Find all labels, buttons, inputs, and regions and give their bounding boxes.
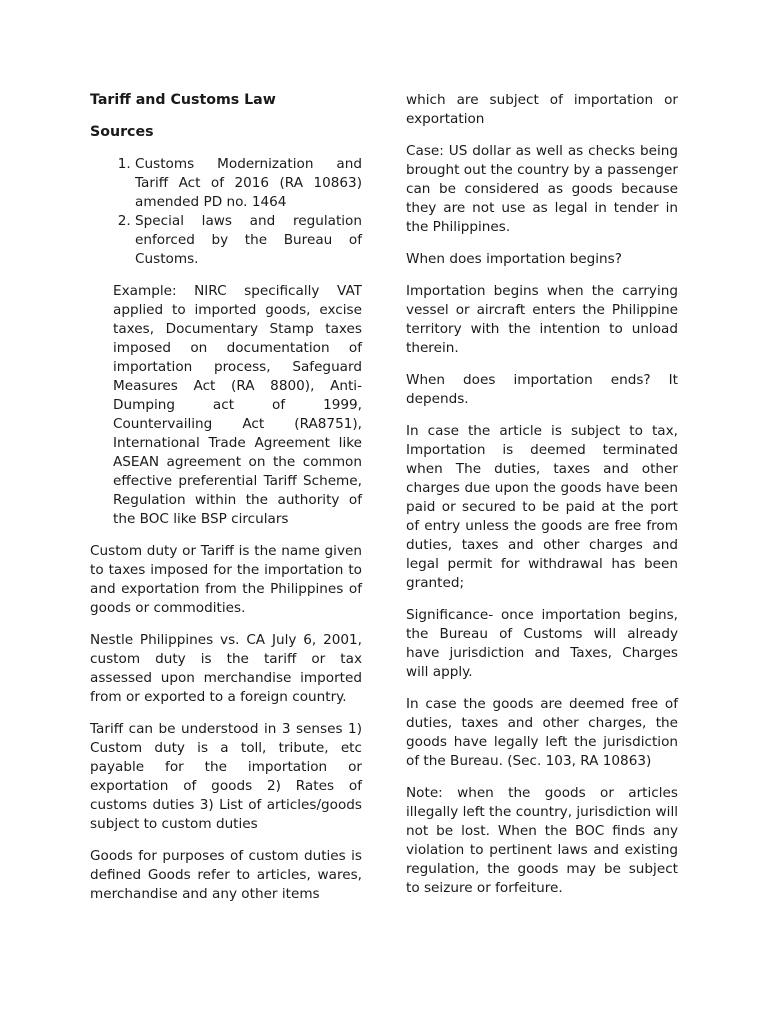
paragraph: Custom duty or Tariff is the name given to taxes imposed for the importation to and exportation from the Philippines of goods or commodities.	[90, 543, 362, 616]
paragraph: which are subject of importation or exportation	[406, 92, 678, 127]
sources-list	[90, 155, 362, 269]
list-item: 2. Special laws and regulation enforced by the Bureau of Customs.	[135, 212, 362, 269]
paragraph: In case the article is subject to tax, Importation is deemed terminated when The duties, taxes and other charges due upon the goods have been paid or secured to be paid at the port of entry unless the goods are free from duties, taxes and other charges and legal permit for withdrawal has been granted;	[406, 423, 678, 591]
paragraph: Tariff can be understood in 3 senses 1) Custom duty is a toll, tribute, etc payable for the importation or exportation of goods 2) Rates of customs duties 3) List of articles/goods subject to custom duties	[90, 721, 362, 832]
paragraph: Case: US dollar as well as checks being brought out the country by a passenger can be considered as goods because they are not use as legal in tender in the Philippines.	[406, 143, 678, 235]
paragraph: Nestle Philippines vs. CA July 6, 2001, custom duty is the tariff or tax assessed upon merchandise imported from or exported to a foreign country.	[90, 632, 362, 705]
paragraph: In case the goods are deemed free of duties, taxes and other charges, the goods have legally left the jurisdiction of the Bureau. (Sec. 103, RA 10863)	[406, 696, 678, 769]
paragraph: Significance- once importation begins, the Bureau of Customs will already have jurisdiction and Taxes, Charges will apply.	[406, 607, 678, 680]
paragraph: When does importation begins?	[406, 251, 622, 267]
sources-heading: Sources	[90, 124, 154, 140]
right-column	[406, 91, 678, 911]
paragraph: When does importation ends? It depends.	[406, 372, 678, 407]
paragraph: Importation begins when the carrying vessel or aircraft enters the Philippine territory with the intention to unload therein.	[406, 283, 678, 356]
document-title: Tariff and Customs Law	[90, 92, 276, 108]
paragraph: Goods for purposes of custom duties is defined Goods refer to articles, wares, merchandise and any other items	[90, 848, 362, 902]
list-item: 1. Customs Modernization and Tariff Act of 2016 (RA 10863) amended PD no. 1464	[135, 155, 362, 212]
example-paragraph: Example: NIRC specifically VAT applied to imported goods, excise taxes, Documentary Stamp taxes imposed on documentation of importation process, Safeguard Measures Act (RA 8800), Anti-Dumping act of 1999, Countervailing Act (RA8751), International Trade Agreement like ASEAN agreement on the common effective preferential Tariff Scheme, Regulation within the authority of the BOC like BSP circulars	[113, 283, 362, 527]
left-column	[90, 91, 362, 917]
paragraph: Note: when the goods or articles illegally left the country, jurisdiction will not be lost. When the BOC finds any violation to pertinent laws and existing regulation, the goods may be subject to seizure or forfeiture.	[406, 785, 678, 896]
